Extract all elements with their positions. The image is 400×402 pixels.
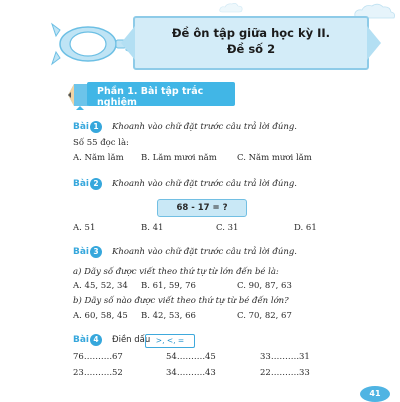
option-b[interactable]: B. Lăm mươi năm <box>141 153 217 163</box>
exercise-label: Bài <box>73 179 90 189</box>
option-d[interactable]: D. 61 <box>294 223 317 233</box>
exercise-number: 2 <box>90 178 102 190</box>
exercise-label: Bài <box>73 247 90 257</box>
exercise-instruction: Khoanh vào chữ đặt trước câu trả lời đúng. <box>112 122 297 132</box>
sub-question-a: a) Dãy số được viết theo thứ tự từ lớn đến bé là: <box>73 267 279 277</box>
option-b[interactable]: B. 61, 59, 76 <box>141 281 196 291</box>
title-banner <box>133 16 369 70</box>
equation-box: 68 - 17 = ? <box>157 199 247 217</box>
option-a[interactable]: A. Năm lăm <box>73 153 124 163</box>
compare-item[interactable]: 33……….31 <box>260 352 310 362</box>
page-title: Đề ôn tập giữa học kỳ II. <box>171 26 331 40</box>
option-c[interactable]: C. 31 <box>216 223 239 233</box>
exercise-label: Bài <box>73 335 90 345</box>
option-a[interactable]: A. 45, 52, 34 <box>73 281 128 291</box>
compare-item[interactable]: 34……….43 <box>166 368 216 378</box>
compare-item[interactable]: 22……….33 <box>260 368 310 378</box>
option-c[interactable]: C. Năm mươi lăm <box>237 153 312 163</box>
symbols-box: >, <, = <box>145 334 195 348</box>
part-label: Phần 1. Bài tập trắc nghiệm <box>97 86 204 108</box>
option-a[interactable]: A. 51 <box>73 223 96 233</box>
option-b[interactable]: B. 42, 53, 66 <box>141 311 196 321</box>
question-text: Số 55 đọc là: <box>73 138 129 148</box>
option-c[interactable]: C. 90, 87, 63 <box>237 281 292 291</box>
cloud-icon <box>218 2 244 14</box>
compare-item[interactable]: 23……….52 <box>73 368 123 378</box>
option-b[interactable]: B. 41 <box>141 223 164 233</box>
exercise-label: Bài <box>73 122 90 132</box>
page-subtitle: Đề số 2 <box>226 42 276 56</box>
option-c[interactable]: C. 70, 82, 67 <box>237 311 292 321</box>
exercise-instruction: Khoanh vào chữ đặt trước câu trả lời đúng. <box>112 247 297 257</box>
exercise-instruction: Khoanh vào chữ đặt trước câu trả lời đúng. <box>112 179 297 189</box>
part-banner <box>87 82 235 106</box>
page-number-badge: 41 <box>360 386 390 402</box>
compare-item[interactable]: 54……….45 <box>166 352 216 362</box>
exercise-instruction: Điền dấu <box>112 335 151 345</box>
sub-question-b: b) Dãy số nào được viết theo thứ tự từ bé đến lớn? <box>73 296 289 306</box>
exercise-number: 4 <box>90 334 102 346</box>
compare-item[interactable]: 76……….67 <box>73 352 123 362</box>
option-a[interactable]: A. 60, 58, 45 <box>73 311 128 321</box>
exercise-number: 1 <box>90 121 102 133</box>
exercise-number: 3 <box>90 246 102 258</box>
